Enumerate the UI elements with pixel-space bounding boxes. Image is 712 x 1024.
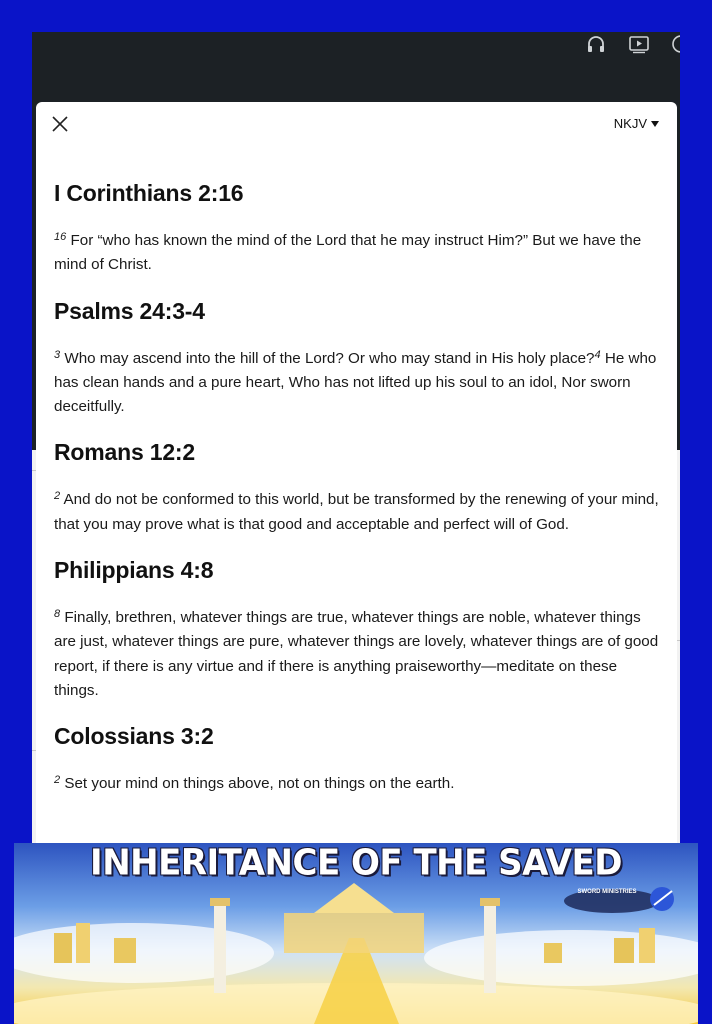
- verse-content: Who may ascend into the hill of the Lord? Or who may stand in His holy place?: [64, 349, 595, 367]
- phone-screen: [32, 32, 680, 844]
- close-icon[interactable]: [50, 114, 70, 134]
- inheritance-banner: [14, 843, 698, 1024]
- verse-text: [54, 772, 660, 796]
- verse-content: For “who has known the mind of the Lord that he may instruct Him?” But we have the mind of Christ.: [54, 232, 642, 274]
- version-label: NKJV: [613, 116, 647, 131]
- logo-text: SWORD MINISTRIES: [577, 889, 637, 895]
- verse-number: 4: [594, 348, 601, 361]
- verse-content: And do not be conformed to this world, but be transformed by the renewing of your mind, that you may prove what is that good and acceptable and perfect will of God.: [54, 491, 659, 533]
- passage: [54, 439, 660, 537]
- verse-text: [54, 229, 660, 278]
- verse-number: 16: [54, 231, 67, 243]
- version-selector[interactable]: [614, 116, 659, 131]
- passage: [54, 180, 660, 278]
- banner-title: INHERITANCE OF THE SAVED: [90, 843, 622, 884]
- passage: [54, 723, 660, 796]
- verse-number: 8: [54, 608, 61, 621]
- passage-title: Philippians 4:8: [54, 557, 214, 584]
- verse-number: 2: [54, 490, 61, 503]
- app-top-bar: [32, 32, 680, 104]
- passage: [54, 557, 660, 703]
- caret-down-icon: [651, 121, 659, 127]
- ministry-logo: [562, 881, 682, 921]
- verse-content: Finally, brethren, whatever things are true, whatever things are noble, whatever things are just, whatever things are pure, whatever things are lovely, whatever things are of good report, if there is any virtue and if there is anything praiseworthy—meditate on these things.: [54, 609, 659, 699]
- play-icon[interactable]: [628, 34, 650, 54]
- verse-text: [54, 488, 660, 537]
- verse-number: 3: [54, 348, 61, 361]
- passage-title: Psalms 24:3-4: [54, 297, 205, 324]
- headphones-icon[interactable]: [585, 34, 607, 54]
- passage-title: I Corinthians 2:16: [54, 180, 244, 206]
- verse-content: Set your mind on things above, not on things on the earth.: [64, 775, 455, 793]
- info-icon[interactable]: [670, 34, 680, 54]
- verse-number: 2: [54, 774, 61, 787]
- verse-sheet: [36, 102, 677, 844]
- passage-list: [54, 180, 660, 817]
- verse-content: He who has clean hands and a pure heart, Who has not lifted up his soul to an idol, Nor sworn deceitfully.: [54, 349, 657, 416]
- passage-title: Colossians 3:2: [54, 723, 214, 750]
- sword-logo-icon: [562, 881, 682, 921]
- passage: [54, 298, 660, 420]
- passage-title: Romans 12:2: [54, 439, 195, 466]
- verse-text: [54, 606, 660, 703]
- verse-text: [54, 347, 660, 420]
